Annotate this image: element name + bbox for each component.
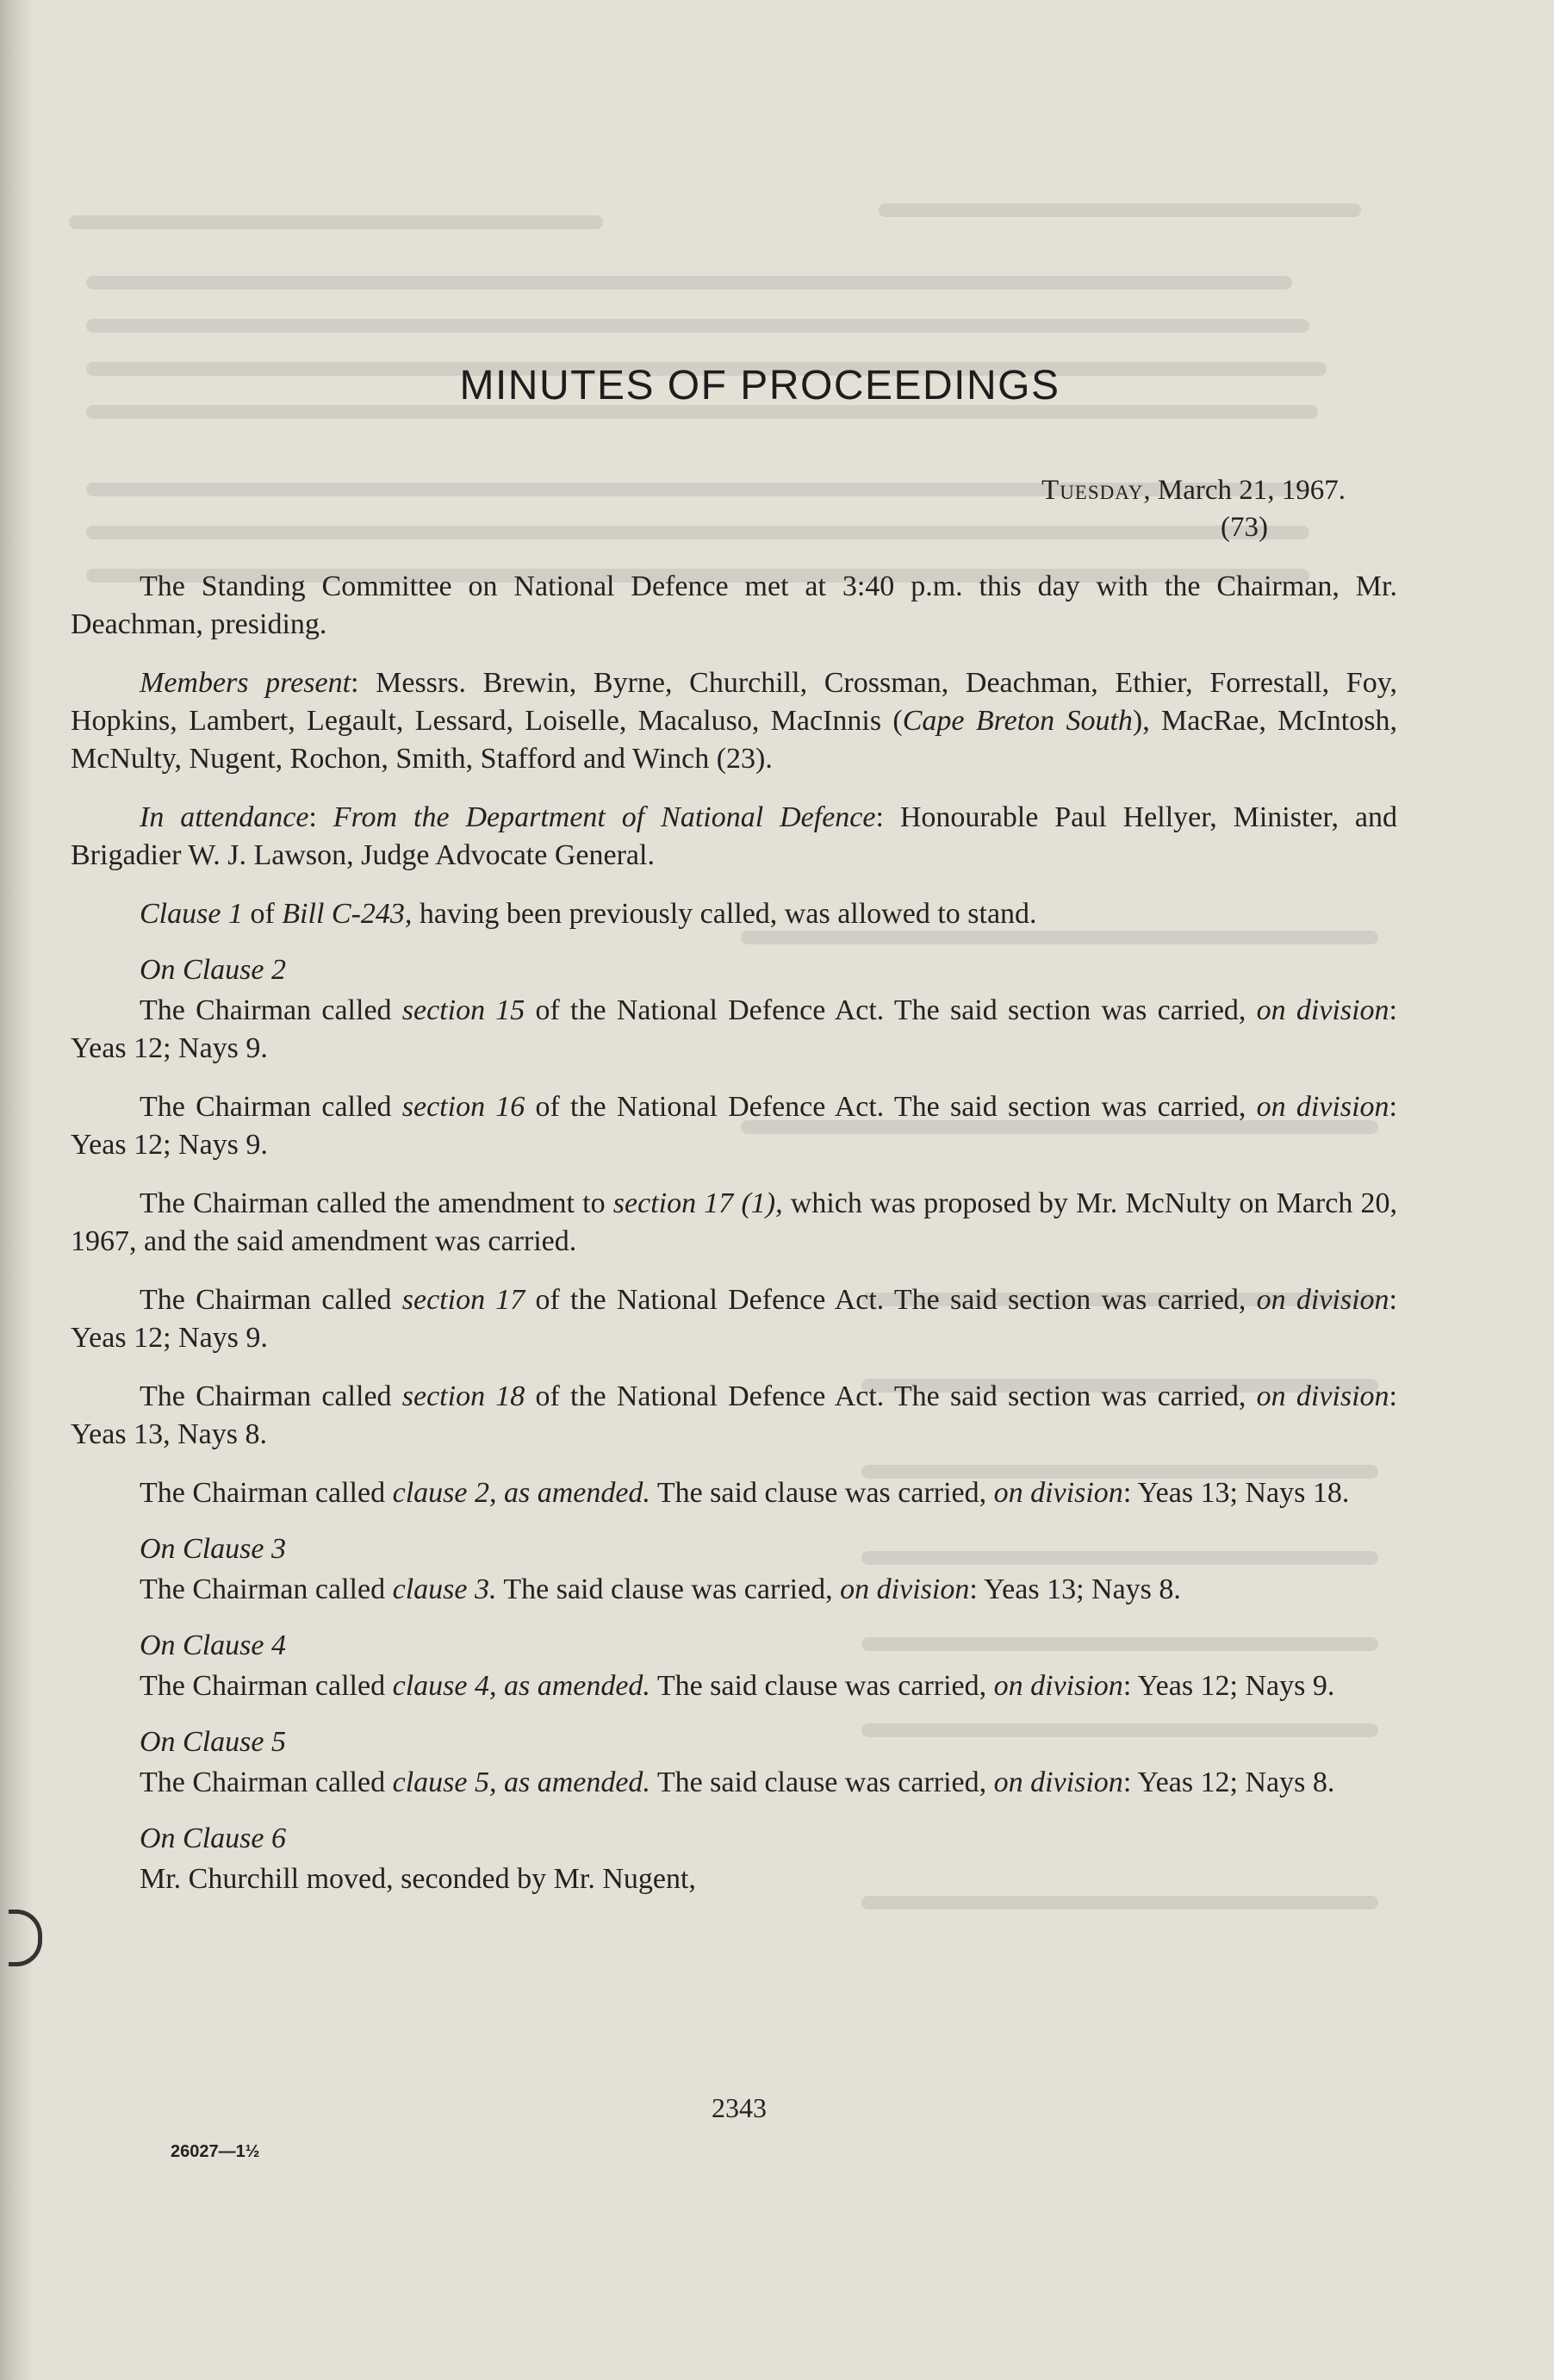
s18-ref: section 18: [401, 1380, 525, 1412]
s18-post: of the National Defence Act. The said section was carried,: [525, 1380, 1257, 1412]
meeting-date-rest: , March 21, 1967.: [1143, 475, 1346, 506]
meeting-number: (73): [1221, 512, 1268, 543]
s18-division: on division: [1256, 1380, 1389, 1412]
am-ref: section 17 (1),: [612, 1187, 783, 1219]
s16-votes: : Yeas 12; Nays 9.: [71, 1091, 1397, 1161]
attendance-colon: :: [308, 801, 333, 833]
amendment-paragraph: [71, 1185, 1397, 1261]
s16-pre: The Chairman called: [140, 1091, 402, 1123]
department-name: From the Department of National Defence: [333, 801, 876, 833]
c3-ref: clause 3.: [392, 1573, 497, 1605]
page-number: 2343: [712, 2092, 767, 2123]
c2-division: on division: [993, 1477, 1123, 1509]
c4-votes: : Yeas 12; Nays 9.: [1122, 1670, 1335, 1702]
clause-1-text-b: having been previously called, was allowed to stand.: [412, 898, 1037, 930]
clause-1-text-a: of: [242, 898, 283, 930]
clause-4-paragraph: [71, 1667, 1397, 1705]
section-15-paragraph: [71, 992, 1397, 1068]
meeting-date: [71, 475, 1346, 507]
binding-clip-mark: [9, 1910, 42, 1966]
members-list-part-2: ), MacRae, McIntosh, McNulty, Nugent, Rochon, Smith, Stafford and Winch (23).: [71, 705, 1397, 775]
intro-paragraph: The Standing Committee on National Defence met at 3:40 p.m. this day with the Chairman, Mr. Deachman, presiding.: [71, 570, 1397, 640]
clause-3-heading: On Clause 3: [140, 1533, 286, 1565]
s15-pre: The Chairman called: [140, 994, 402, 1026]
clause-2-heading: On Clause 2: [140, 954, 286, 986]
s17-pre: The Chairman called: [140, 1284, 402, 1316]
c5-pre: The Chairman called: [140, 1766, 393, 1798]
clause-1-label: Clause 1: [140, 898, 243, 930]
c5-votes: : Yeas 12; Nays 8.: [1122, 1766, 1335, 1798]
clause-2-result-paragraph: [71, 1474, 1397, 1512]
binding-shadow: [0, 0, 34, 2380]
c5-post: The said clause was carried,: [650, 1766, 994, 1798]
c4-division: on division: [993, 1670, 1123, 1702]
members-present-label: Members present: [140, 667, 351, 699]
s17-post: of the National Defence Act. The said section was carried,: [525, 1284, 1257, 1316]
members-list-part-1: : Messrs. Brewin, Byrne, Churchill, Crossman, Deachman, Ethier, Forrestall, Foy, Hopkins, Lambert, Legault, Lessard, Loiselle, Macaluso, MacInnis (: [71, 667, 1397, 737]
clause-6-paragraph: Mr. Churchill moved, seconded by Mr. Nugent,: [140, 1863, 696, 1895]
riding-name: Cape Breton South: [902, 705, 1133, 737]
c2-post: The said clause was carried,: [650, 1477, 994, 1509]
clause-6-heading: On Clause 6: [140, 1822, 286, 1854]
c2-votes: : Yeas 13; Nays 18.: [1122, 1477, 1350, 1509]
members-present-paragraph: [71, 664, 1397, 778]
c5-ref: clause 5, as amended.: [392, 1766, 650, 1798]
c3-pre: The Chairman called: [140, 1573, 393, 1605]
s17-division: on division: [1256, 1284, 1389, 1316]
am-post: which was proposed by Mr. McNulty on March 20, 1967, and the said amendment was carried.: [71, 1187, 1397, 1257]
c4-post: The said clause was carried,: [650, 1670, 994, 1702]
s17-ref: section 17: [401, 1284, 525, 1316]
s17-votes: : Yeas 12; Nays 9.: [71, 1284, 1397, 1354]
c3-votes: : Yeas 13; Nays 8.: [969, 1573, 1181, 1605]
s18-pre: The Chairman called: [140, 1380, 402, 1412]
clause-3-paragraph: [71, 1571, 1397, 1609]
am-pre: The Chairman called the amendment to: [140, 1187, 613, 1219]
s16-post: of the National Defence Act. The said section was carried,: [525, 1091, 1257, 1123]
in-attendance-paragraph: [71, 799, 1397, 875]
s16-ref: section 16: [401, 1091, 525, 1123]
s15-votes: : Yeas 12; Nays 9.: [71, 994, 1397, 1064]
page-title: MINUTES OF PROCEEDINGS: [459, 363, 1060, 408]
c5-division: on division: [993, 1766, 1123, 1798]
in-attendance-label: In attendance: [140, 801, 309, 833]
c4-pre: The Chairman called: [140, 1670, 393, 1702]
section-16-paragraph: [71, 1088, 1397, 1164]
c4-ref: clause 4, as amended.: [392, 1670, 650, 1702]
clause-4-heading: On Clause 4: [140, 1629, 286, 1661]
clause-1-paragraph: [71, 895, 1397, 933]
s15-ref: section 15: [401, 994, 525, 1026]
clause-5-paragraph: [71, 1764, 1397, 1802]
s18-votes: : Yeas 13, Nays 8.: [71, 1380, 1397, 1450]
printer-signature-mark: 26027—1½: [171, 2142, 260, 2161]
bill-name: Bill C-243,: [282, 898, 413, 930]
c3-division: on division: [840, 1573, 970, 1605]
c2-pre: The Chairman called: [140, 1477, 393, 1509]
section-17-paragraph: [71, 1281, 1397, 1357]
s15-division: on division: [1256, 994, 1389, 1026]
clause-5-heading: On Clause 5: [140, 1726, 286, 1758]
s15-post: of the National Defence Act. The said section was carried,: [525, 994, 1257, 1026]
c2-ref: clause 2, as amended.: [392, 1477, 650, 1509]
s16-division: on division: [1256, 1091, 1389, 1123]
attendance-names: : Honourable Paul Hellyer, Minister, and Brigadier W. J. Lawson, Judge Advocate General.: [71, 801, 1397, 871]
page-content: [71, 362, 1397, 1919]
section-18-paragraph: [71, 1378, 1397, 1454]
meeting-day: Tuesday: [1041, 475, 1144, 506]
c3-post: The said clause was carried,: [496, 1573, 841, 1605]
